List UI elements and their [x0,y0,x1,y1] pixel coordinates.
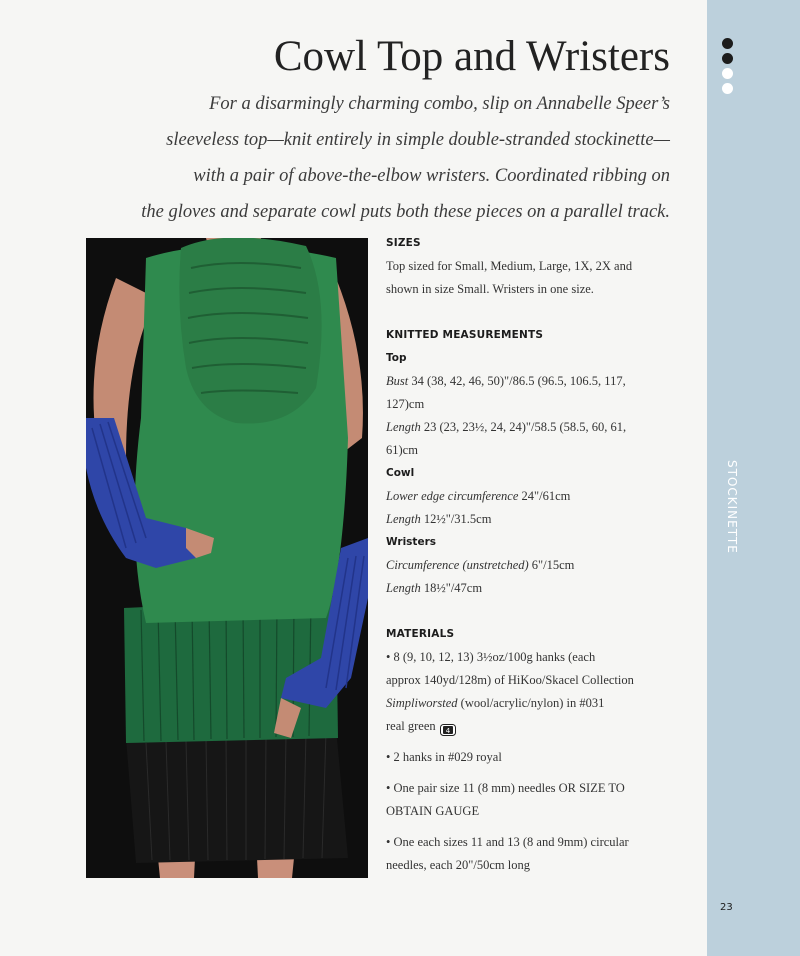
cowl-length-value: 12½"/31.5cm [420,512,492,526]
length-measurement [386,416,686,439]
cowl-length-label: Length [386,512,421,526]
length-measurement-cont: 61)cm [386,443,418,457]
bust-label: Bust [386,374,409,388]
wristers-subheading: Wristers [386,536,436,548]
chapter-dot-filled [722,53,733,64]
bust-measurement [386,370,686,393]
intro-line: the gloves and separate cowl puts both these pieces on a parallel track. [141,202,670,222]
sizes-text: shown in size Small. Wristers in one size. [386,282,594,296]
chapter-dot-empty [722,68,733,79]
material-item: • 2 hanks in #029 royal [386,750,502,764]
cowl-circumference [386,485,686,508]
length-value: 23 (23, 23½, 24, 24)"/58.5 (58.5, 60, 61, [420,420,627,434]
yarn-detail: (wool/acrylic/nylon) in #031 [457,696,605,710]
page-number: 23 [720,902,733,913]
cowl-circ-label: Lower edge circumference [386,489,519,503]
material-item-cont: OBTAIN GAUGE [386,804,480,818]
wristers-length-label: Length [386,581,421,595]
cowl-subheading: Cowl [386,467,415,479]
cowl-length [386,508,686,531]
chapter-indicator-dots [722,38,736,98]
material-item: • One pair size 11 (8 mm) needles OR SIZE TO [386,781,625,795]
material-item: • One each sizes 11 and 13 (8 and 9mm) circular [386,835,629,849]
length-label: Length [386,420,421,434]
chapter-dot-filled [722,38,733,49]
top-subheading: Top [386,352,407,364]
bust-value: 34 (38, 42, 46, 50)"/86.5 (96.5, 106.5, 117, [408,374,626,388]
pattern-specs [386,232,686,877]
model-photo [86,238,368,878]
wristers-length [386,577,686,600]
intro-paragraph [118,86,670,230]
material-item-cont [386,715,686,738]
wristers-circ-label: Circumference (unstretched) [386,558,529,572]
intro-line: For a disarmingly charming combo, slip on Annabelle Speer’s [209,94,670,114]
section-label [722,460,742,500]
material-item: • 8 (9, 10, 12, 13) 3½oz/100g hanks (each [386,650,596,664]
sizes-text: Top sized for Small, Medium, Large, 1X, 2X and [386,259,633,273]
yarn-weight-icon [440,721,456,736]
page-title: Cowl Top and Wristers [273,33,670,80]
cowl-circ-value: 24"/61cm [518,489,571,503]
sizes-heading: SIZES [386,237,421,249]
bust-measurement-cont: 127)cm [386,397,425,411]
material-item-cont [386,692,686,715]
wristers-circumference [386,554,686,577]
intro-line: with a pair of above-the-elbow wristers. Coordinated ribbing on [193,166,670,186]
measurements-heading: KNITTED MEASUREMENTS [386,329,544,341]
yarn-color: real green [386,719,436,733]
sidebar-tab [707,0,800,956]
wristers-circ-value: 6"/15cm [528,558,575,572]
yarn-weight-number: 4 [445,727,450,736]
yarn-name: Simpliworsted [386,696,458,710]
chapter-dot-empty [722,83,733,94]
material-item-cont: approx 140yd/128m) of HiKoo/Skacel Collection [386,673,634,687]
model-illustration [86,238,368,878]
intro-line: sleeveless top—knit entirely in simple double-stranded stockinette— [166,130,670,150]
materials-heading: MATERIALS [386,628,455,640]
wristers-length-value: 18½"/47cm [420,581,483,595]
material-item-cont: needles, each 20"/50cm long [386,858,530,872]
